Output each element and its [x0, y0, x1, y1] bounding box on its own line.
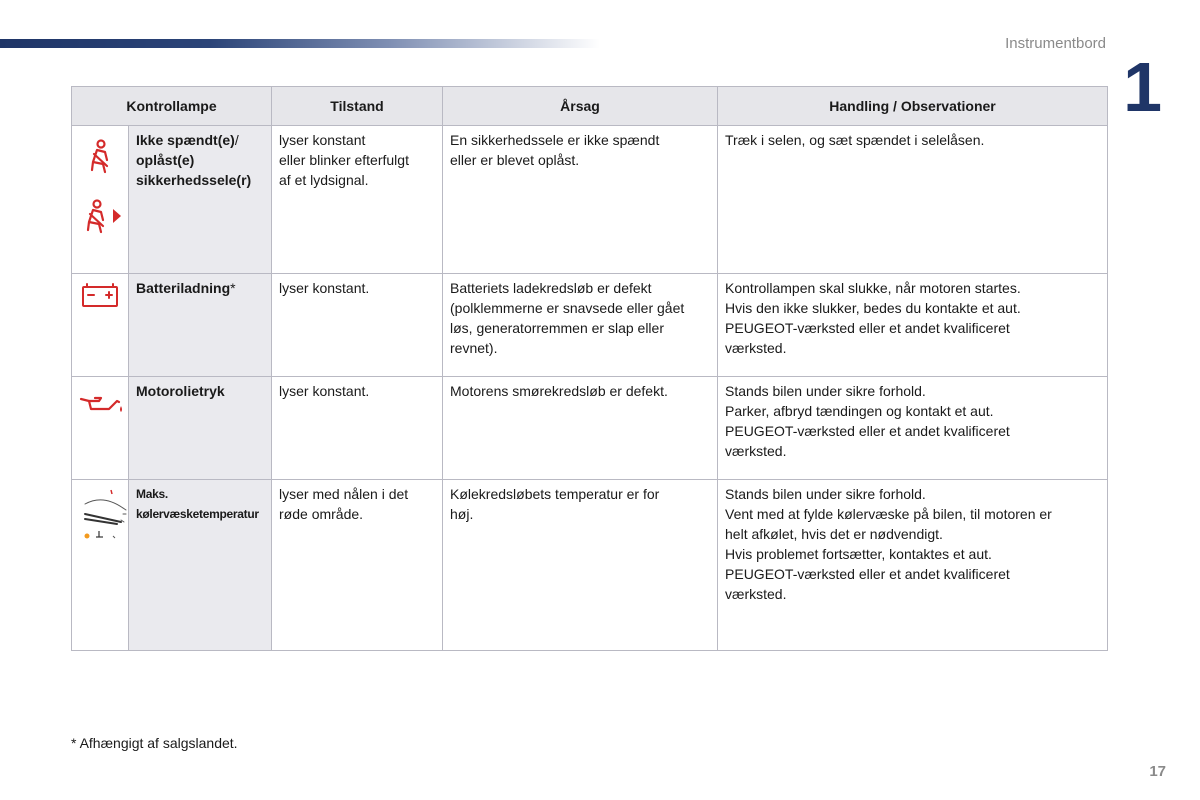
lamp-name-line: Batteriladning — [136, 280, 231, 296]
cause-line: En sikkerhedssele er ikke spændt — [450, 132, 660, 148]
action-line: værksted. — [725, 586, 787, 602]
cause-line: (polklemmerne er snavsede eller gået — [450, 300, 685, 316]
table-header-row — [72, 87, 1108, 126]
warning-lamp-table — [71, 86, 1108, 651]
cause-cell — [443, 274, 718, 377]
icon-cell — [72, 274, 129, 377]
icon-cell — [72, 480, 129, 651]
action-line: PEUGEOT-værksted eller et andet kvalificeret — [725, 320, 1010, 336]
footnote-marker: * — [230, 280, 236, 296]
cause-line: eller er blevet oplåst. — [450, 152, 580, 168]
action-line: Kontrollampen skal slukke, når motoren startes. — [725, 280, 1021, 296]
lamp-name-line: Motorolietryk — [136, 383, 225, 399]
cause-line: Motorens smørekredsløb er defekt. — [450, 383, 668, 399]
cause-line: løs, generatorremmen er slap eller — [450, 320, 664, 336]
cause-line: Batteriets ladekredsløb er defekt — [450, 280, 652, 296]
lamp-name-cell — [129, 480, 272, 651]
cause-line: Kølekredsløbets temperatur er for — [450, 486, 660, 502]
action-line: Stands bilen under sikre forhold. — [725, 486, 926, 502]
action-line: værksted. — [725, 443, 787, 459]
cause-line: revnet). — [450, 340, 498, 356]
cause-cell — [443, 480, 718, 651]
action-line: Stands bilen under sikre forhold. — [725, 383, 926, 399]
seatbelt-flashing-icon — [79, 198, 123, 238]
table-row — [72, 480, 1108, 651]
table-row — [72, 377, 1108, 480]
state-line: lyser konstant — [279, 132, 366, 148]
column-header-cause: Årsag — [443, 87, 718, 126]
state-cell — [272, 274, 443, 377]
column-header-lamp: Kontrollampe — [72, 87, 272, 126]
oil-pressure-icon — [79, 391, 125, 417]
cause-cell — [443, 377, 718, 480]
coolant-temperature-gauge-icon — [79, 486, 133, 542]
state-line: eller blinker efterfulgt — [279, 152, 409, 168]
action-line: Vent med at fylde kølervæske på bilen, til motoren er — [725, 506, 1052, 522]
table-row — [72, 126, 1108, 274]
action-line: helt afkølet, hvis det er nødvendigt. — [725, 526, 943, 542]
chapter-number: 1 — [1123, 48, 1162, 126]
table-row — [72, 274, 1108, 377]
section-title: Instrumentbord — [1005, 35, 1106, 52]
state-cell — [272, 377, 443, 480]
lamp-name-line: oplåst(e) — [136, 152, 195, 168]
lamp-name-line: / — [234, 132, 239, 148]
state-line: af et lydsignal. — [279, 172, 369, 188]
action-line: Træk i selen, og sæt spændet i selelåsen. — [725, 132, 985, 148]
state-line: lyser med nålen i det — [279, 486, 409, 502]
seatbelt-icon — [83, 138, 117, 178]
icon-cell — [72, 126, 129, 274]
action-line: Hvis den ikke slukker, bedes du kontakte et aut. — [725, 300, 1021, 316]
action-cell — [718, 480, 1108, 651]
cause-line: høj. — [450, 506, 474, 522]
battery-icon — [81, 282, 119, 308]
lamp-name-line: sikkerhedssele(r) — [136, 172, 252, 188]
action-line: PEUGEOT-værksted eller et andet kvalificeret — [725, 566, 1010, 582]
state-line: røde område. — [279, 506, 364, 522]
action-cell — [718, 126, 1108, 274]
header-decor-bar — [0, 39, 600, 48]
lamp-name-line: kølervæsketemperatur — [136, 507, 259, 521]
state-line: lyser konstant. — [279, 383, 370, 399]
cause-cell — [443, 126, 718, 274]
icon-cell — [72, 377, 129, 480]
lamp-name-line: Ikke spændt(e) — [136, 132, 235, 148]
page-number: 17 — [1149, 763, 1166, 780]
action-cell — [718, 274, 1108, 377]
lamp-name-cell — [129, 377, 272, 480]
column-header-action: Handling / Observationer — [718, 87, 1108, 126]
state-cell — [272, 126, 443, 274]
action-cell — [718, 377, 1108, 480]
action-line: Parker, afbryd tændingen og kontakt et aut. — [725, 403, 994, 419]
column-header-state: Tilstand — [272, 87, 443, 126]
footnote: * Afhængigt af salgslandet. — [71, 735, 238, 751]
lamp-name-cell — [129, 274, 272, 377]
lamp-name-cell — [129, 126, 272, 274]
action-line: PEUGEOT-værksted eller et andet kvalificeret — [725, 423, 1010, 439]
lamp-name-line: Maks. — [136, 487, 168, 501]
action-line: værksted. — [725, 340, 787, 356]
state-line: lyser konstant. — [279, 280, 370, 296]
state-cell — [272, 480, 443, 651]
action-line: Hvis problemet fortsætter, kontaktes et aut. — [725, 546, 992, 562]
